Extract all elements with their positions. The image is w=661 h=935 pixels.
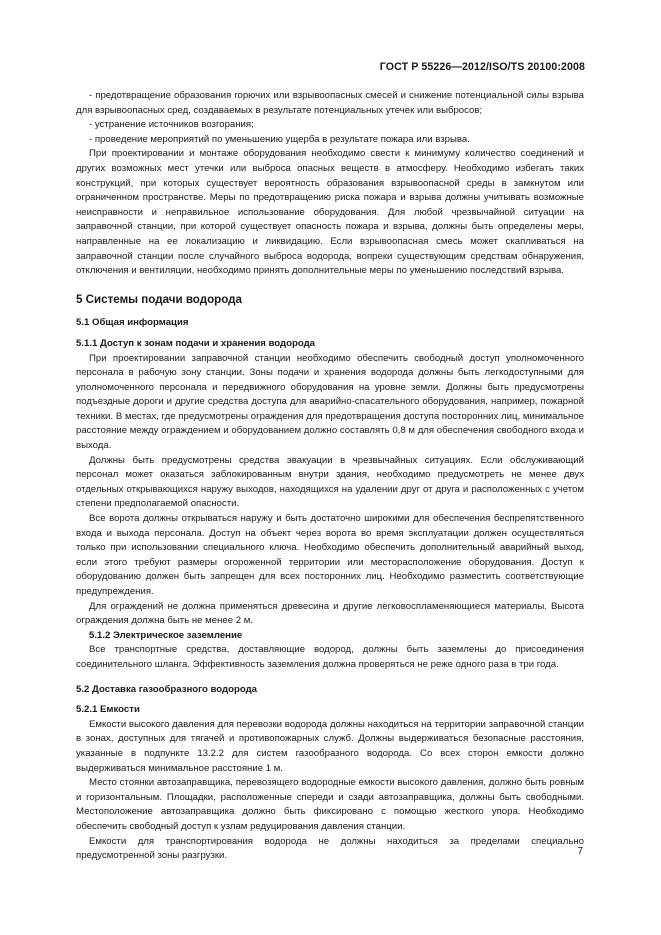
paragraph: Емкости высокого давления для перевозки водорода должны находиться на территории заправочной станции в зонах, доступных для тягачей и противопожарных служб. Должны выдерживаться безопасные расстояния, указанные в подпункте 13.2.2 для систем газообразного водорода. Со всех сторон емкости должно выдерживаться минимальное расстояние 1 м. <box>76 718 584 774</box>
clause-heading: 5.1.2 Электрическое заземление <box>89 629 243 641</box>
clause-heading: 5.1.1 Доступ к зонам подачи и хранения водорода <box>76 337 316 349</box>
paragraph: Для ограждений не должна применяться древесина и другие легковоспламеняющиеся материалы. Высота ограждения должна быть не менее 2 м. <box>76 600 584 627</box>
paragraph: Емкости для транспортирования водорода не должны находиться за пределами специально предусмотренной зоны разгрузки. <box>76 835 584 862</box>
section-heading: 5 Системы подачи водорода <box>76 292 242 306</box>
subsection-heading: 5.2 Доставка газообразного водорода <box>76 683 257 695</box>
paragraph: Все транспортные средства, доставляющие водород, должны быть заземлены до присоединения соединительного шланга. Эффективность заземления должна проверяться не реже одного раза в три года. <box>76 644 584 670</box>
page-number: 7 <box>577 846 583 857</box>
paragraph: Все ворота должны открываться наружу и быть достаточно широкими для обеспечения беспрепятственного входа и выхода персонала. Доступ на объект через ворота во время эксплуатации должен осуществляться только при использовании специального ключа. Необходимо обеспечить дополнительный аварийный выход, если этого требуют размеры огороженной территории или месторасположение оборудования. Доступ к оборудованию должен быть запрещен для всех посторонних лиц. Необходимо разместить соответствующие предупреждения. <box>76 513 584 597</box>
paragraph: - проведение мероприятий по уменьшению ущерба в результате пожара или взрыва. <box>89 133 470 145</box>
paragraph: Место стоянки автозаправщика, перевозящего водородные емкости высокого давления, должно быть ровным и горизонтальным. Площадки, расположенные спереди и сзади автозаправщика, должны быть свободными. Местоположение автозаправщика должно быть фиксировано с помощью жесткого упора. Необходимо обеспечить свободный доступ к узлам редуцирования давления станции. <box>76 777 584 832</box>
paragraph: Должны быть предусмотрены средства эвакуации в чрезвычайных ситуациях. Если обслуживающий персонал может оказаться заблокированным внутри здания, необходимо предусмотреть не менее двух отдельных открывающихся наружу выходов, находящихся на удалении друг от друга и расположенных с учетом степени предполагаемой опасности. <box>76 454 584 510</box>
paragraph: - устранение источников возгорания; <box>89 119 254 131</box>
document-body <box>76 89 584 864</box>
paragraph: При проектировании и монтаже оборудования необходимо свести к минимуму количество соединений и других возможных мест утечки или выброса опасных веществ в атмосферу. Необходимо избегать таких конструкций, при которых существует вероятность образования взрывоопасной среды в замкнутом или ограниченном пространстве. Меры по предотвращению риска пожара и взрыва должны учитывать возможные неисправности и неправильное использование оборудования. Для любой чрезвычайной ситуации на заправочной станции, при которой существует опасность пожара и взрыва, должны быть определены меры, направленные на ее локализацию и ликвидацию. Если взрывоопасная смесь может скапливаться на заправочной станции после случайного выброса водорода, вопреки существующим средствам обнаружения, отключения и вентиляции, необходимо принять дополнительные меры по уменьшению последствий взрыва. <box>76 148 584 277</box>
subsection-heading: 5.1 Общая информация <box>76 317 189 329</box>
document-header: ГОСТ Р 55226—2012/ISO/TS 20100:2008 <box>379 61 585 73</box>
paragraph: При проектировании заправочной станции необходимо обеспечить свободный доступ уполномоченного персонала в рабочую зону станции. Зоны подачи и хранения водорода должны быть легкодоступными для уполномоченного персонала и передвижного оборудования на уровне земли. Должны быть предусмотрены подъездные дороги и другие средства доступа для аварийно-спасательного оборудования, например, пожарной техники. В местах, где предусмотрены ограждения для предотвращения доступа посторонних лиц, минимальное расстояние между ограждением и оборудованием должно составлять 0,8 м для обеспечения свободного входа и выхода. <box>76 352 584 452</box>
clause-heading: 5.2.1 Емкости <box>76 704 140 716</box>
paragraph: - предотвращение образования горючих или взрывоопасных смесей и снижение потенциальной силы взрыва для взрывоопасных сред, создаваемых в результате потенциальных утечек или выбросов; <box>76 90 584 116</box>
